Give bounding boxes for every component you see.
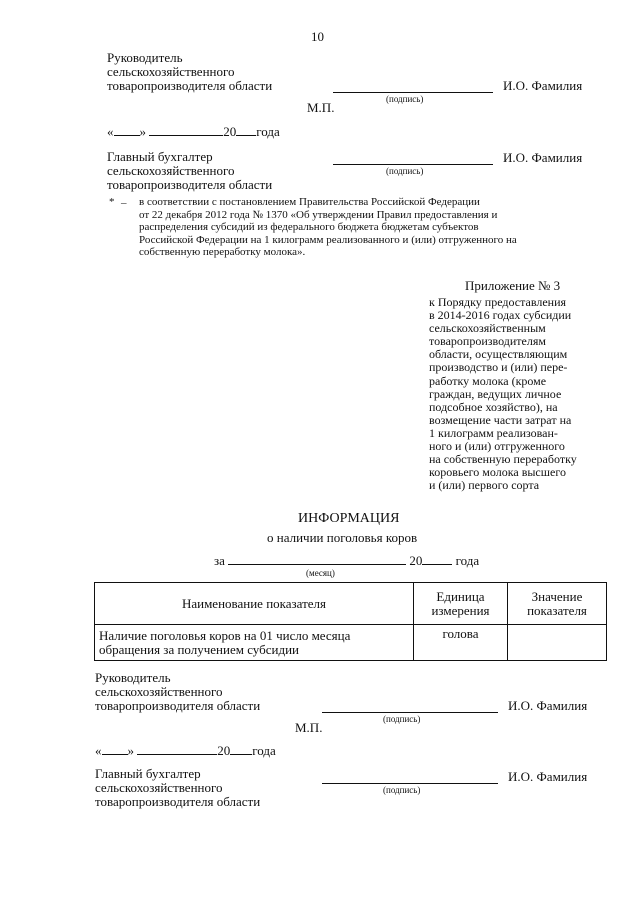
header-indicator: Наименование показателя [95, 583, 414, 625]
row-unit: голова [414, 625, 508, 661]
accountant-name-2: И.О. Фамилия [508, 769, 588, 784]
date-month-blank[interactable] [149, 123, 223, 136]
date-month-blank-2[interactable] [137, 742, 217, 755]
footnote-dash: – [121, 197, 127, 209]
month-caption: (месяц) [306, 568, 335, 578]
info-period [214, 552, 479, 568]
head-signature-caption-2: (подпись) [383, 714, 421, 724]
accountant-signature-caption: (подпись) [386, 166, 424, 176]
head-name-2: И.О. Фамилия [508, 698, 588, 713]
stamp-label: М.П. [307, 100, 335, 115]
info-table [94, 582, 607, 661]
head-role-label-2: Руководитель сельскохозяйственного товаропроизводителя области [95, 670, 261, 713]
date-year-suffix-2: года [252, 743, 276, 758]
date-year-blank[interactable] [236, 123, 256, 136]
accountant-signature-caption-2: (подпись) [383, 785, 421, 795]
appendix-title: Приложение № 3 [465, 278, 561, 293]
header-unit: Единица измерения [414, 583, 508, 625]
head-signature-line-2[interactable] [322, 712, 498, 713]
head-signature-line[interactable] [333, 92, 493, 93]
head-name: И.О. Фамилия [503, 78, 583, 93]
date-day-blank-2[interactable] [102, 742, 128, 755]
accountant-signature-line-2[interactable] [322, 783, 498, 784]
footnote-text: в соответствии с постановлением Правительства Российской Федерации от 22 декабря 2012 года № 1370 «Об утверждении Правил предоставления и распределения субсидий из федерального бюджета бюджетам субъектов Российской Федерации на 1 килограмм реализованного и (или) отгруженного на собственную переработку молока». [139, 196, 517, 258]
table-row [95, 625, 607, 661]
date-year-suffix: года [256, 124, 280, 139]
date-year-prefix: 20 [223, 124, 237, 139]
date-line-2 [95, 742, 276, 758]
head-signature-caption: (подпись) [386, 94, 424, 104]
date-open-quote: « [107, 124, 114, 139]
row-value-cell[interactable] [508, 625, 607, 661]
date-year-prefix-2: 20 [217, 743, 231, 758]
accountant-name: И.О. Фамилия [503, 150, 583, 165]
date-close-quote: » [139, 124, 146, 139]
month-blank[interactable] [228, 552, 406, 565]
period-year-blank[interactable] [422, 552, 452, 565]
date-year-blank-2[interactable] [230, 742, 252, 755]
footnote-mark: * [109, 196, 115, 208]
header-value: Значение показателя [508, 583, 607, 625]
accountant-role-label: Главный бухгалтер сельскохозяйственного товаропроизводителя области [107, 149, 273, 192]
page-number: 10 [311, 29, 324, 44]
head-role-label: Руководитель сельскохозяйственного товаропроизводителя области [107, 50, 273, 93]
date-open-quote-2: « [95, 743, 102, 758]
date-close-quote-2: » [127, 743, 134, 758]
accountant-role-label-2: Главный бухгалтер сельскохозяйственного товаропроизводителя области [95, 766, 261, 809]
accountant-signature-line[interactable] [333, 164, 493, 165]
period-prefix: за [214, 553, 225, 568]
period-year-suffix: года [455, 553, 480, 568]
table-header-row [95, 583, 607, 625]
row-indicator: Наличие поголовья коров на 01 число месяца обращения за получением субсидии [95, 625, 414, 661]
date-line [107, 123, 280, 139]
stamp-label-2: М.П. [295, 720, 323, 735]
appendix-text: к Порядку предоставления в 2014-2016 годах субсидии сельскохозяйственным товаропроизводителям области, осуществляющим производство и (или) пере- работку молока (кроме граждан, ведущих личное подсобное хозяйство), на возмещение части затрат на 1 килограмм реализован- ного и (или) отгруженного на собственную переработку коровьего молока высшего и (или) первого сорта [429, 295, 577, 493]
info-subtitle: о наличии поголовья коров [267, 530, 418, 545]
period-year-prefix: 20 [409, 553, 423, 568]
date-day-blank[interactable] [114, 123, 140, 136]
info-title: ИНФОРМАЦИЯ [298, 511, 400, 526]
